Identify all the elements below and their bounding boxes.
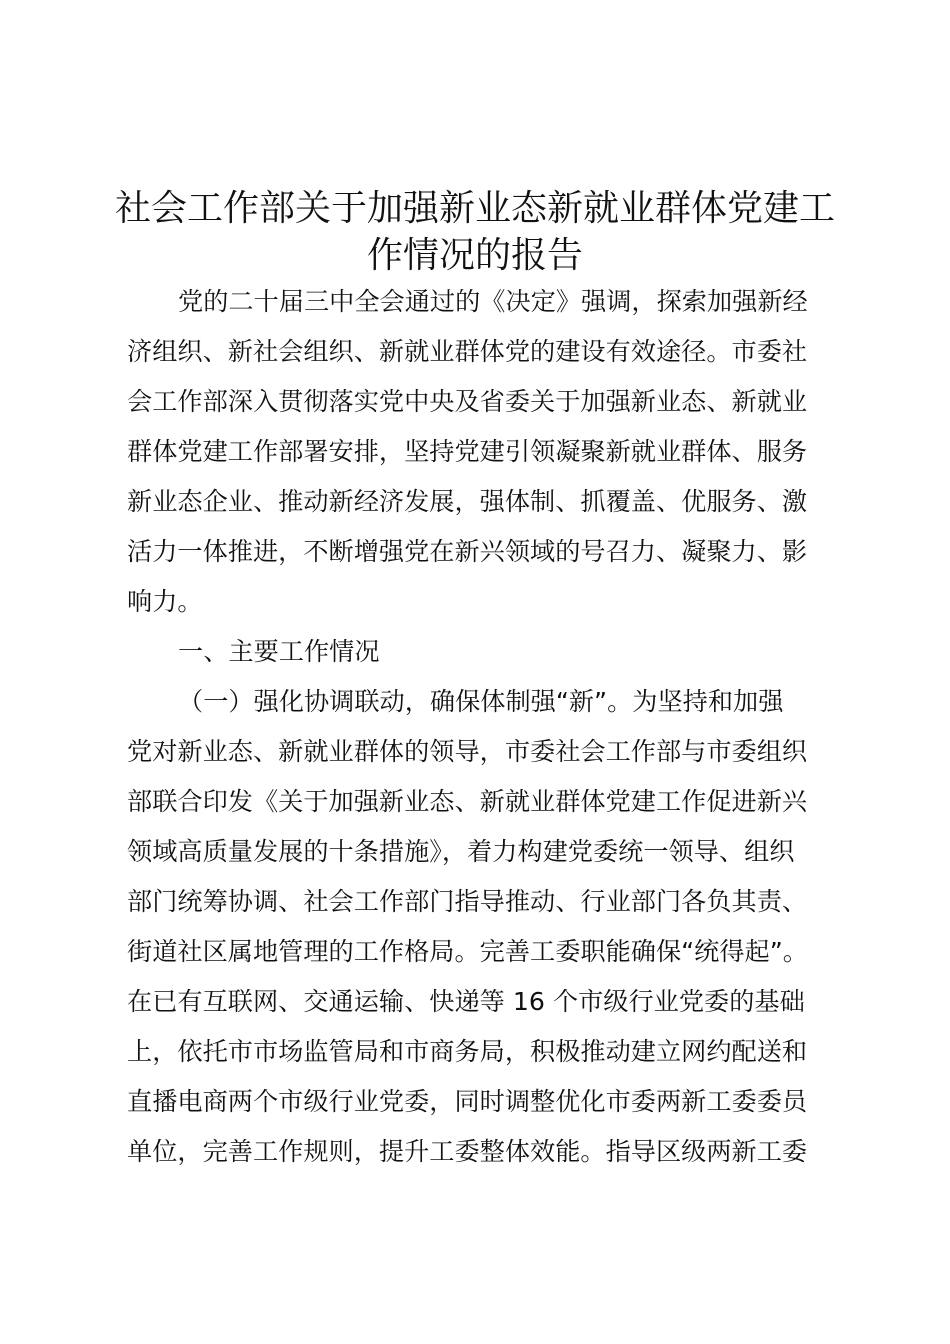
body-line-5: 新业态企业、推动新经济发展，强体制、抓覆盖、优服务、激 [127,487,808,516]
body-line-14: 在已有互联网、交通运输、快递等 16 个市级行业党委的基础 [127,987,805,1016]
body-line-13: 街道社区属地管理的工作格局。完善工委职能确保“统得起”。 [127,937,808,966]
body-line-6: 活力一体推进，不断增强党在新兴领域的号召力、凝聚力、影 [127,537,808,566]
body-line-3: 会工作部深入贯彻落实党中央及省委关于加强新业态、新就业 [127,387,808,416]
body-line-17: 单位，完善工作规则，提升工委整体效能。指导区级两新工委 [127,1137,808,1166]
body-line-12: 部门统筹协调、社会工作部门指导推动、行业部门各负其责、 [127,887,808,916]
body-line-10: 部联合印发《关于加强新业态、新就业群体党建工作促进新兴 [127,787,808,816]
body-line-7: 响力。 [127,587,203,616]
body-line-16: 直播电商两个市级行业党委，同时调整优化市委两新工委委员 [127,1087,808,1116]
body-line-4: 群体党建工作部署安排，坚持党建引领凝聚新就业群体、服务 [127,437,808,466]
section-heading-1: 一、主要工作情况 [178,637,380,666]
body-line-11: 领域高质量发展的十条措施》，着力构建党委统一领导、组织 [127,837,795,866]
document-title-line-2: 作情况的报告 [366,235,583,276]
document-title-line-1: 社会工作部关于加强新业态新就业群体党建工 [114,188,835,229]
body-line-9: 党对新业态、新就业群体的领导，市委社会工作部与市委组织 [127,737,808,766]
body-line-1: 党的二十届三中全会通过的《决定》强调，探索加强新经 [178,287,808,316]
body-line-15: 上，依托市市场监管局和市商务局，积极推动建立网约配送和 [127,1037,808,1066]
body-line-8: （一）强化协调联动，确保体制强“新”。为坚持和加强 [178,687,784,716]
body-line-2: 济组织、新社会组织、新就业群体党的建设有效途径。市委社 [127,337,808,366]
